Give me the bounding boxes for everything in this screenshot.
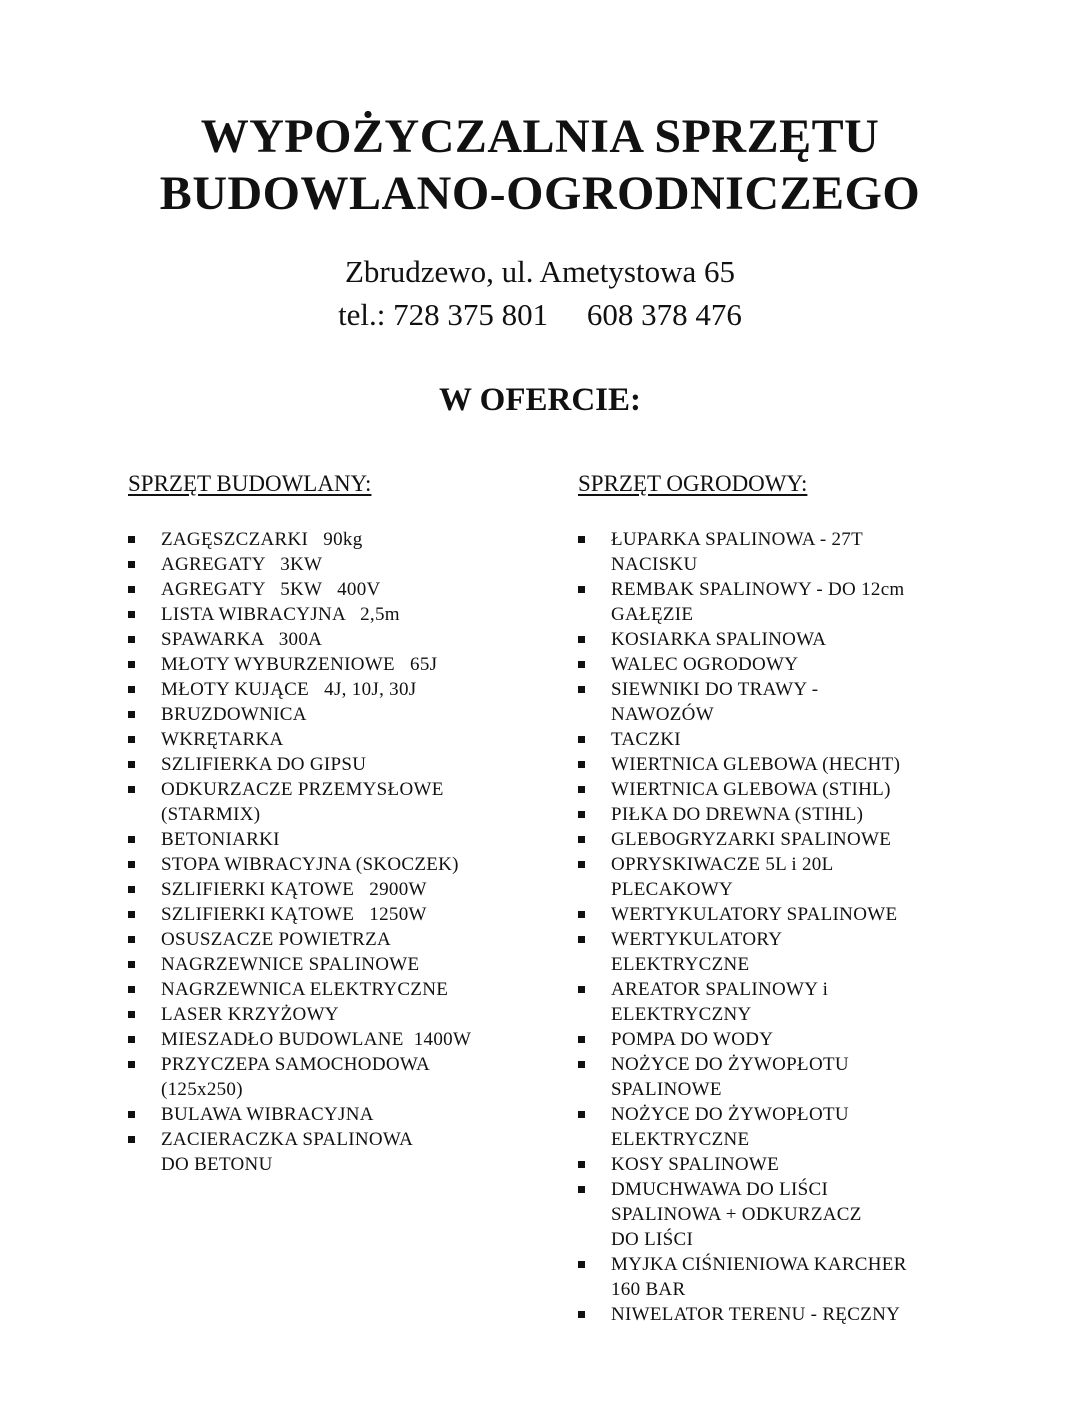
list-item	[128, 1027, 548, 1052]
list-item-text: AGREGATY 5KW 400V	[161, 579, 381, 600]
list-item-text: ŁUPARKA SPALINOWA - 27T NACISKU	[611, 529, 864, 575]
square-bullet-icon	[578, 1186, 585, 1193]
square-bullet-icon	[128, 911, 135, 918]
list-item-text: TACZKI	[611, 729, 681, 750]
list-item-text: ODKURZACZE PRZEMYSŁOWE (STARMIX)	[161, 779, 444, 825]
list-item-text: ZACIERACZKA SPALINOWA DO BETONU	[161, 1129, 414, 1175]
list-item	[578, 902, 958, 927]
list-item-text: WIERTNICA GLEBOWA (STIHL)	[611, 779, 891, 800]
list-item-text: DMUCHWAWA DO LIŚCI SPALINOWA + ODKURZACZ DO LIŚCI	[611, 1179, 862, 1250]
square-bullet-icon	[128, 611, 135, 618]
list-item-text: WKRĘTARKA	[161, 729, 284, 750]
list-item	[128, 727, 548, 752]
list-item	[128, 1002, 548, 1027]
list-item-text: NIWELATOR TERENU - RĘCZNY	[611, 1304, 901, 1325]
list-item	[128, 952, 548, 977]
list-item	[578, 677, 958, 727]
list-item	[128, 1052, 548, 1102]
square-bullet-icon	[128, 936, 135, 943]
square-bullet-icon	[128, 961, 135, 968]
square-bullet-icon	[128, 861, 135, 868]
list-item-text: WALEC OGRODOWY	[611, 654, 799, 675]
title-line-2: BUDOWLANO-OGRODNICZEGO	[159, 167, 921, 220]
list-item-text: MŁOTY KUJĄCE 4J, 10J, 30J	[161, 679, 417, 700]
construction-equipment-list	[128, 527, 548, 1177]
square-bullet-icon	[128, 1036, 135, 1043]
list-item-text: NOŻYCE DO ŻYWOPŁOTU SPALINOWE	[611, 1054, 849, 1100]
square-bullet-icon	[128, 761, 135, 768]
list-item-text: KOSIARKA SPALINOWA	[611, 629, 827, 650]
list-item	[128, 577, 548, 602]
list-item-text: PIŁKA DO DREWNA (STIHL)	[611, 804, 864, 825]
list-item-text: OSUSZACZE POWIETRZA	[161, 929, 391, 950]
square-bullet-icon	[578, 686, 585, 693]
title-line-1: WYPOŻYCZALNIA SPRZĘTU	[200, 110, 880, 163]
square-bullet-icon	[128, 686, 135, 693]
list-item	[128, 1102, 548, 1127]
square-bullet-icon	[128, 1111, 135, 1118]
list-item-text: SZLIFIERKI KĄTOWE 2900W	[161, 879, 427, 900]
square-bullet-icon	[578, 1161, 585, 1168]
list-item-text: REMBAK SPALINOWY - DO 12cm GAŁĘZIE	[611, 579, 905, 625]
page-title	[0, 108, 1080, 222]
square-bullet-icon	[128, 536, 135, 543]
square-bullet-icon	[128, 736, 135, 743]
list-item	[128, 677, 548, 702]
list-item	[578, 652, 958, 677]
construction-equipment-column	[128, 469, 548, 1177]
list-item	[128, 877, 548, 902]
list-item-text: STOPA WIBRACYJNA (SKOCZEK)	[161, 854, 459, 875]
list-item-text: OPRYSKIWACZE 5L i 20L PLECAKOWY	[611, 854, 834, 900]
list-item	[578, 1027, 958, 1052]
list-item	[578, 577, 958, 627]
list-item	[128, 827, 548, 852]
square-bullet-icon	[578, 761, 585, 768]
square-bullet-icon	[578, 1036, 585, 1043]
list-item	[578, 852, 958, 902]
square-bullet-icon	[578, 1111, 585, 1118]
list-item	[128, 552, 548, 577]
list-item	[578, 1302, 958, 1327]
list-item-text: POMPA DO WODY	[611, 1029, 774, 1050]
list-item-text: AREATOR SPALINOWY i ELEKTRYCZNY	[611, 979, 829, 1025]
list-item	[128, 852, 548, 877]
square-bullet-icon	[578, 936, 585, 943]
square-bullet-icon	[128, 1136, 135, 1143]
list-item-text: LISTA WIBRACYJNA 2,5m	[161, 604, 400, 625]
list-item-text: WERTYKULATORY SPALINOWE	[611, 904, 898, 925]
list-item	[578, 977, 958, 1027]
list-item	[578, 727, 958, 752]
list-item	[128, 602, 548, 627]
square-bullet-icon	[578, 836, 585, 843]
square-bullet-icon	[578, 861, 585, 868]
list-item	[128, 777, 548, 827]
list-item-text: MYJKA CIŚNIENIOWA KARCHER 160 BAR	[611, 1254, 907, 1300]
contact-block	[0, 250, 1080, 336]
square-bullet-icon	[128, 711, 135, 718]
square-bullet-icon	[128, 586, 135, 593]
square-bullet-icon	[578, 811, 585, 818]
list-item	[128, 527, 548, 552]
list-item-text: SPAWARKA 300A	[161, 629, 323, 650]
list-item-text: BULAWA WIBRACYJNA	[161, 1104, 374, 1125]
list-item-text: GLEBOGRYZARKI SPALINOWE	[611, 829, 892, 850]
list-item-text: NAGRZEWNICE SPALINOWE	[161, 954, 420, 975]
list-item-text: SZLIFIERKI KĄTOWE 1250W	[161, 904, 427, 925]
square-bullet-icon	[578, 1061, 585, 1068]
list-item	[578, 752, 958, 777]
list-item-text: NOŻYCE DO ŻYWOPŁOTU ELEKTRYCZNE	[611, 1104, 849, 1150]
list-item-text: WIERTNICA GLEBOWA (HECHT)	[611, 754, 901, 775]
list-item	[128, 752, 548, 777]
list-item	[128, 1127, 548, 1177]
square-bullet-icon	[578, 586, 585, 593]
square-bullet-icon	[578, 786, 585, 793]
offer-heading: W OFERCIE:	[439, 382, 641, 418]
square-bullet-icon	[128, 636, 135, 643]
list-item	[578, 1152, 958, 1177]
square-bullet-icon	[578, 1311, 585, 1318]
list-item-text: AGREGATY 3KW	[161, 554, 323, 575]
list-item-text: MŁOTY WYBURZENIOWE 65J	[161, 654, 438, 675]
list-item-text: MIESZADŁO BUDOWLANE 1400W	[161, 1029, 472, 1050]
list-item	[578, 627, 958, 652]
list-item	[578, 527, 958, 577]
square-bullet-icon	[578, 661, 585, 668]
square-bullet-icon	[128, 661, 135, 668]
square-bullet-icon	[578, 911, 585, 918]
list-item	[128, 627, 548, 652]
list-item	[578, 927, 958, 977]
garden-equipment-column	[578, 469, 958, 1327]
construction-equipment-heading: SPRZĘT BUDOWLANY:	[128, 471, 372, 496]
garden-equipment-heading: SPRZĘT OGRODOWY:	[578, 471, 808, 496]
list-item-text: LASER KRZYŻOWY	[161, 1004, 339, 1025]
garden-equipment-list	[578, 527, 958, 1327]
list-item	[128, 902, 548, 927]
square-bullet-icon	[128, 561, 135, 568]
list-item	[578, 1052, 958, 1102]
list-item-text: PRZYCZEPA SAMOCHODOWA (125x250)	[161, 1054, 431, 1100]
phone-numbers: tel.: 728 375 801 608 378 476	[338, 297, 742, 332]
list-item-text: NAGRZEWNICA ELEKTRYCZNE	[161, 979, 449, 1000]
square-bullet-icon	[128, 1061, 135, 1068]
list-item-text: ZAGĘSZCZARKI 90kg	[161, 529, 363, 550]
list-item	[128, 977, 548, 1002]
list-item	[578, 1102, 958, 1152]
list-item	[128, 702, 548, 727]
square-bullet-icon	[128, 1011, 135, 1018]
square-bullet-icon	[128, 886, 135, 893]
list-item	[578, 802, 958, 827]
list-item	[578, 1177, 958, 1252]
square-bullet-icon	[578, 536, 585, 543]
list-item	[578, 1252, 958, 1302]
square-bullet-icon	[578, 636, 585, 643]
square-bullet-icon	[128, 986, 135, 993]
square-bullet-icon	[578, 736, 585, 743]
list-item-text: BRUZDOWNICA	[161, 704, 307, 725]
square-bullet-icon	[578, 986, 585, 993]
list-item	[578, 827, 958, 852]
square-bullet-icon	[128, 786, 135, 793]
square-bullet-icon	[128, 836, 135, 843]
list-item	[578, 777, 958, 802]
square-bullet-icon	[578, 1261, 585, 1268]
list-item	[128, 652, 548, 677]
list-item-text: WERTYKULATORY ELEKTRYCZNE	[611, 929, 783, 975]
list-item-text: SZLIFIERKA DO GIPSU	[161, 754, 367, 775]
list-item-text: KOSY SPALINOWE	[611, 1154, 780, 1175]
list-item	[128, 927, 548, 952]
list-item-text: BETONIARKI	[161, 829, 280, 850]
address-text: Zbrudzewo, ul. Ametystowa 65	[344, 254, 735, 289]
list-item-text: SIEWNIKI DO TRAWY - NAWOZÓW	[611, 679, 819, 725]
